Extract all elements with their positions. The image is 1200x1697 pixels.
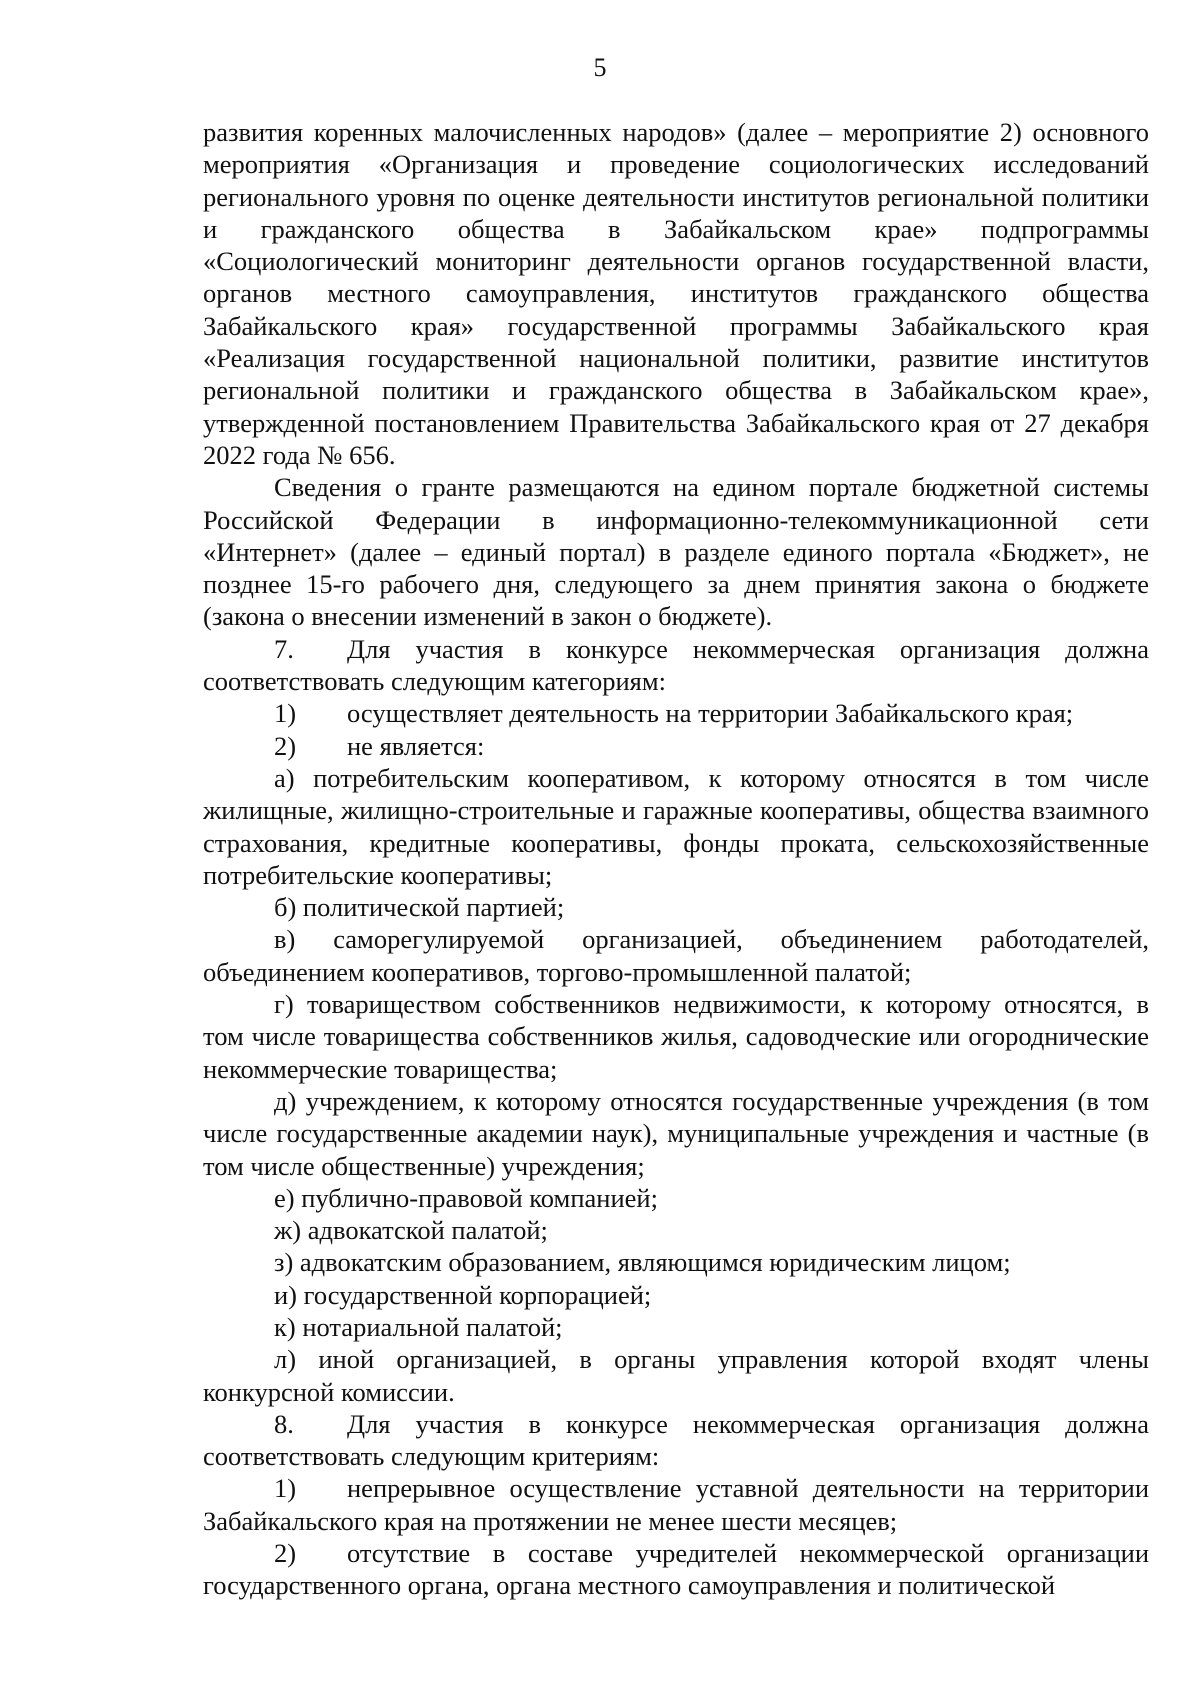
- item-7-sub-1-number: 1): [274, 698, 297, 729]
- page-number: 5: [593, 53, 607, 82]
- letter-item-g: г) товариществом собственников недвижимости, к которому относятся, в том числе товарищества собственников жилья, садоводческие или огороднические некоммерческие товарищества;: [203, 989, 1149, 1084]
- letter-item-k: к) нотариальной палатой;: [274, 1311, 563, 1342]
- paragraph-continuation: развития коренных малочисленных народов» (далее – мероприятие 2) основного мероприятия «Организация и проведение социологических исследований регионального уровня по оценке деятельности институтов региональной политики и гражданского общества в Забайкальском крае» подпрограммы «Социологический мониторинг деятельности органов государственной власти, органов местного самоуправления, институтов гражданского общества Забайкальского края» государственной программы Забайкальского края «Реализация государственной национальной политики, развитие институтов региональной политики и гражданского общества в Забайкальском крае», утвержденной постановлением Правительства Забайкальского края от 27 декабря 2022 года № 656.: [203, 117, 1149, 470]
- item-8-sub-1: [203, 1472, 1149, 1537]
- item-7: [203, 633, 1149, 698]
- item-7-sub-1-text: осуществляет деятельность на территории Забайкальского края;: [347, 698, 1074, 729]
- letter-item-z: з) адвокатским образованием, являющимся юридическим лицом;: [274, 1247, 1011, 1278]
- item-8: [203, 1408, 1149, 1473]
- item-8-sub-1-number: 1): [274, 1473, 297, 1504]
- letter-item-l: л) иной организацией, в органы управления которой входят члены конкурсной комиссии.: [203, 1344, 1149, 1407]
- item-8-sub-2-number: 2): [274, 1538, 297, 1569]
- item-7-sub-2-text: не является:: [347, 730, 485, 761]
- paragraph-grant-info: Сведения о гранте размещаются на едином портале бюджетной системы Российской Федерации в информационно-телекоммуникационной сети «Интернет» (далее – единый портал) в разделе единого портала «Бюджет», не позднее 15-го рабочего дня, следующего за днем принятия закона о бюджете (закона о внесении изменений в закон о бюджете).: [203, 472, 1149, 632]
- letter-item-e: е) публично-правовой компанией;: [274, 1182, 658, 1213]
- item-7-sub-1: [203, 697, 1149, 729]
- letter-item-d: д) учреждением, к которому относятся государственные учреждения (в том числе государственные академии наук), муниципальные учреждения и частные (в том числе общественные) учреждения;: [203, 1085, 1149, 1181]
- letter-item-v: в) саморегулируемой организацией, объединением работодателей, объединением кооперативов, торгово-промышленной палатой;: [203, 924, 1149, 987]
- letter-item-zh: ж) адвокатской палатой;: [274, 1215, 548, 1246]
- item-7-sub-2: [203, 730, 1149, 762]
- item-7-text: Для участия в конкурсе некоммерческая организация должна соответствовать следующим категориям:: [203, 633, 1149, 697]
- item-7-sub-2-number: 2): [274, 730, 297, 761]
- item-8-sub-2-text: отсутствие в составе учредителей некоммерческой организации государственного органа, органа местного самоуправления и политической: [203, 1538, 1149, 1601]
- item-8-number: 8.: [274, 1408, 294, 1439]
- item-8-sub-1-text: непрерывное осуществление уставной деятельности на территории Забайкальского края на протяжении не менее шести месяцев;: [203, 1473, 1149, 1536]
- letter-item-i: и) государственной корпорацией;: [274, 1279, 652, 1310]
- item-8-sub-2: [203, 1537, 1149, 1602]
- letter-item-a: а) потребительским кооперативом, к которому относятся в том числе жилищные, жилищно-строительные и гаражные кооперативы, общества взаимного страхования, кредитные кооперативы, фонды проката, сельскохозяйственные потребительские кооперативы;: [203, 762, 1149, 890]
- item-7-number: 7.: [274, 633, 294, 664]
- letter-item-b: б) политической партией;: [274, 892, 565, 923]
- document-body: [203, 116, 1149, 1602]
- item-8-text: Для участия в конкурсе некоммерческая организация должна соответствовать следующим критериям:: [203, 1408, 1149, 1472]
